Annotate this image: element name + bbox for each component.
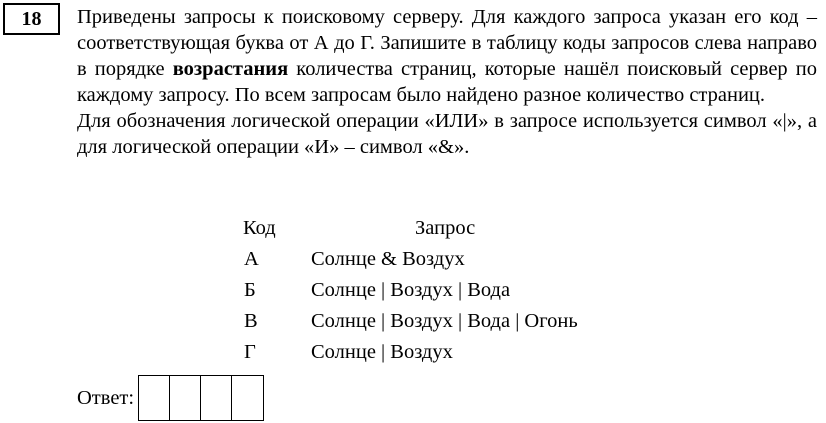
answer-section (77, 375, 264, 421)
task-number: 18 (21, 7, 42, 30)
row-code: А (244, 248, 259, 270)
answer-box[interactable] (139, 376, 170, 420)
row-code: Г (244, 341, 256, 363)
header-code: Код (243, 217, 276, 239)
task-text-part-2: количества страниц, которые нашёл поисковый сервер по каждому запросу. По всем запросам было найдено разное количество страниц. (77, 58, 817, 106)
row-query: Солнце | Воздух (311, 341, 453, 363)
task-paragraph-2: Для обозначения логической операции «ИЛИ» в запросе используется символ «|», а для логической операции «И» – символ «&». (77, 110, 817, 158)
answer-box[interactable] (201, 376, 232, 420)
task-text-bold: возрастания (172, 58, 289, 80)
row-query: Солнце | Воздух | Вода | Огонь (311, 310, 578, 332)
row-query: Солнце & Воздух (311, 248, 465, 270)
header-query: Запрос (415, 217, 476, 239)
task-text-part-1: Приведены запросы к поисковому серверу. Для каждого запроса указан его код – соответствующая буква от А до Г. Запишите в таблицу коды запросов слева направо в порядке (77, 6, 817, 80)
row-code: Б (244, 279, 256, 301)
row-code: В (244, 310, 258, 332)
row-query: Солнце | Воздух | Вода (311, 279, 511, 301)
answer-label: Ответ: (77, 386, 135, 409)
task-text (77, 4, 817, 160)
task-paragraph-1 (77, 4, 817, 108)
answer-boxes (138, 375, 264, 421)
answer-box[interactable] (232, 376, 263, 420)
answer-box[interactable] (170, 376, 201, 420)
task-number-box (3, 3, 60, 35)
